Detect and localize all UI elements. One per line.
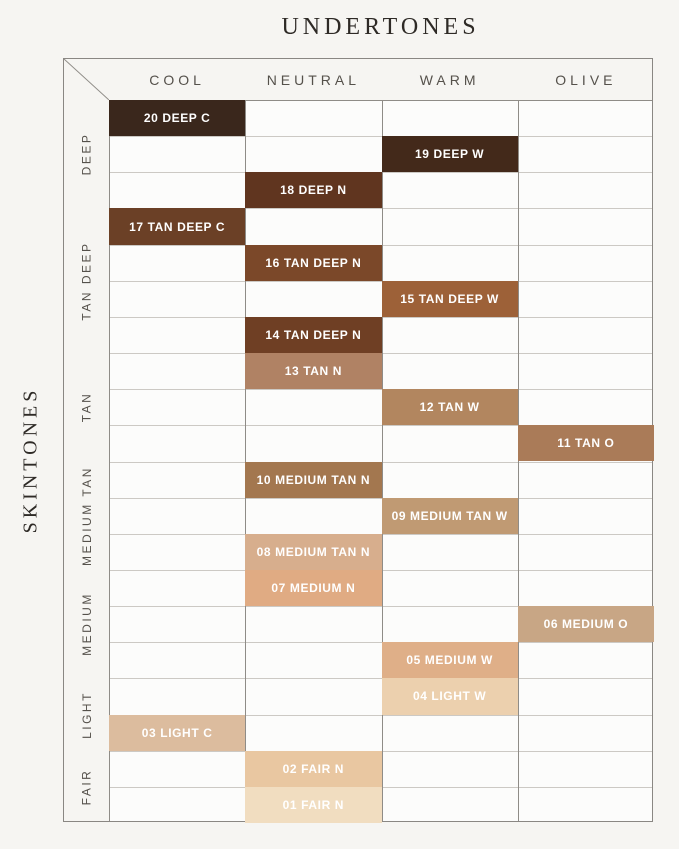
shade-label: 15 TAN DEEP W [400,291,499,306]
shade-cell-17-tan-deep-c [109,208,245,244]
column-header-neutral: NEUTRAL [266,71,361,88]
row-group-deep [64,100,109,208]
row-group-light [64,678,109,750]
shade-label: 06 MEDIUM O [543,617,629,632]
shade-label: 19 DEEP W [415,147,485,162]
row-line [109,678,652,679]
column-header-warm: WARM [419,71,480,88]
shade-label: 05 MEDIUM W [406,653,493,668]
column-header-olive: OLIVE [555,71,617,88]
row-group-label: MEDIUM [79,592,94,656]
shade-cell-18-deep-n [245,172,381,208]
corner-diagonal-divider [64,59,109,100]
row-group-label: TAN DEEP [79,241,94,321]
shade-cell-14-tan-deep-n [245,317,381,353]
shade-label: 03 LIGHT C [141,725,213,740]
row-line [109,389,652,390]
page-title-undertones: UNDERTONES [281,14,480,40]
shade-cell-11-tan-o [518,425,654,461]
shade-label: 14 TAN DEEP N [265,327,362,342]
shade-cell-19-deep-w [382,136,518,172]
row-group-tan-deep [64,208,109,353]
shade-cell-13-tan-n [245,353,381,389]
row-line [109,498,652,499]
shade-label: 04 LIGHT W [412,689,487,704]
shade-cell-01-fair-n [245,787,381,823]
shade-label: 07 MEDIUM N [271,581,356,595]
shade-cell-08-medium-tan-n [245,534,381,570]
row-line [109,642,652,643]
shade-cell-02-fair-n [245,751,381,787]
row-group-label: DEEP [79,132,94,176]
row-group-medium-tan [64,462,109,570]
shade-cell-06-medium-o [518,606,654,642]
shade-label: 02 FAIR N [282,761,345,776]
row-group-fair [64,751,109,823]
row-group-label: LIGHT [79,690,94,739]
axis-title-skintones: SKINTONES [19,386,42,534]
shade-label: 01 FAIR N [282,797,345,812]
shade-cell-03-light-c [109,715,245,751]
row-line [109,136,652,137]
shade-cell-16-tan-deep-n [245,245,381,281]
shade-cell-10-medium-tan-n [245,462,381,498]
shade-label: 16 TAN DEEP N [265,255,362,270]
shade-cell-05-medium-w [382,642,518,678]
shade-cell-12-tan-w [382,389,518,425]
row-group-label: FAIR [79,768,94,806]
shade-label: 20 DEEP C [143,111,211,126]
shade-label: 17 TAN DEEP C [129,219,226,234]
column-header-cool: COOL [149,71,205,88]
shade-label: 08 MEDIUM TAN N [256,544,371,559]
shade-label: 09 MEDIUM TAN W [391,508,508,523]
shade-cell-15-tan-deep-w [382,281,518,317]
shade-label: 12 TAN W [419,400,480,415]
row-group-medium [64,570,109,678]
shade-label: 13 TAN N [284,364,342,379]
shade-label: 10 MEDIUM TAN N [256,472,371,487]
shade-label: 11 TAN O [557,436,615,451]
row-line [109,281,652,282]
shade-cell-09-medium-tan-w [382,498,518,534]
shade-cell-07-medium-n [245,570,381,606]
shade-cell-04-light-w [382,678,518,714]
shade-matrix [63,58,653,822]
shade-label: 18 DEEP N [280,183,347,198]
row-group-label: MEDIUM TAN [79,465,94,566]
row-group-tan [64,353,109,461]
shade-cell-20-deep-c [109,100,245,136]
row-group-label: TAN [79,391,94,423]
